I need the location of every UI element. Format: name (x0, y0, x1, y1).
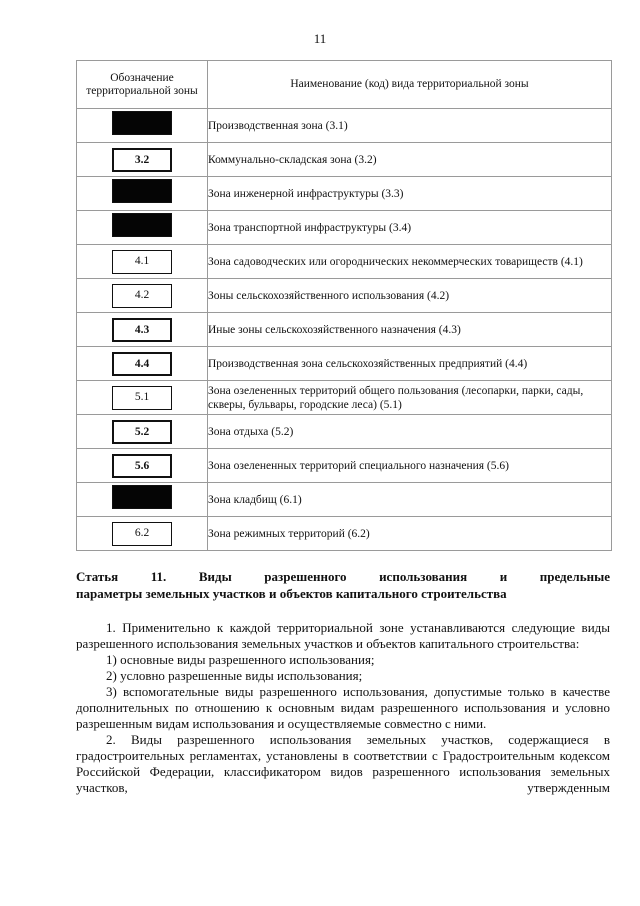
zone-code-box: 4.4 (112, 352, 172, 376)
zone-code-box: 4.3 (112, 318, 172, 342)
zone-swatch-black (112, 485, 172, 509)
zone-code-cell (77, 313, 208, 347)
zones-table (76, 60, 612, 551)
table-row (77, 279, 612, 313)
zone-code-cell (77, 177, 208, 211)
table-row (77, 381, 612, 415)
zone-code-cell (77, 483, 208, 517)
zone-code-box: 4.1 (112, 250, 172, 274)
page-number: 11 (313, 31, 327, 46)
zone-name-cell: Производственная зона сельскохозяйственных предприятий (4.4) (208, 347, 612, 381)
zone-name-cell: Зоны сельскохозяйственного использования (4.2) (208, 279, 612, 313)
table-row (77, 143, 612, 177)
zone-code-cell (77, 517, 208, 551)
table-row (77, 109, 612, 143)
zone-swatch-black (112, 213, 172, 237)
zone-code-box: 4.2 (112, 284, 172, 308)
zone-code-box: 6.2 (112, 522, 172, 546)
list-item-2: 2) условно разрешенные виды использования; (106, 668, 363, 683)
article-heading (76, 568, 610, 602)
table-row (77, 449, 612, 483)
zones-table-body (77, 109, 612, 551)
zone-code-cell (77, 109, 208, 143)
article-heading-line2: параметры земельных участков и объектов капитального строительства (76, 586, 507, 601)
zone-code-cell (77, 211, 208, 245)
zone-name-cell: Коммунально-складская зона (3.2) (208, 143, 612, 177)
table-row (77, 245, 612, 279)
paragraph-2: 2. Виды разрешенного использования земельных участков, содержащиеся в градостроительных регламентах, установлены в соответствии с Градостроительным кодексом Российской Федерации, классификатором видов разрешенного использования земельных участков, утвержденным (76, 732, 610, 795)
zone-name-cell: Зона кладбищ (6.1) (208, 483, 612, 517)
zone-name-cell: Зона транспортной инфраструктуры (3.4) (208, 211, 612, 245)
zone-swatch-black (112, 111, 172, 135)
list-item-1: 1) основные виды разрешенного использования; (106, 652, 375, 667)
zone-code-box: 5.1 (112, 386, 172, 410)
table-header-row (77, 61, 612, 109)
zone-name-cell: Иные зоны сельскохозяйственного назначения (4.3) (208, 313, 612, 347)
article-body (76, 620, 610, 796)
zone-code-cell (77, 415, 208, 449)
table-row (77, 313, 612, 347)
zone-code-cell (77, 347, 208, 381)
zone-name-cell: Зона садоводческих или огороднических некоммерческих товариществ (4.1) (208, 245, 612, 279)
zone-name-cell: Зона озелененных территорий общего пользования (лесопарки, парки, сады, скверы, бульвары, городские леса) (5.1) (208, 381, 612, 415)
table-row (77, 347, 612, 381)
paragraph-1: 1. Применительно к каждой территориальной зоне устанавливаются следующие виды разрешенного использования земельных участков и объектов капитального строительства: (76, 620, 610, 651)
zone-name-cell: Зона озелененных территорий специального назначения (5.6) (208, 449, 612, 483)
zone-code-cell (77, 279, 208, 313)
zone-code-cell (77, 245, 208, 279)
zone-code-cell (77, 449, 208, 483)
zone-name-cell: Зона инженерной инфраструктуры (3.3) (208, 177, 612, 211)
header-zone-name: Наименование (код) вида территориальной зоны (208, 61, 612, 109)
zone-code-box: 5.2 (112, 420, 172, 444)
table-row (77, 517, 612, 551)
zone-code-box: 5.6 (112, 454, 172, 478)
zone-name-cell: Производственная зона (3.1) (208, 109, 612, 143)
list-item-3: 3) вспомогательные виды разрешенного использования, допустимые только в качестве дополнительных по отношению к основным видам разрешенного использования и условно разрешенным видам использования и осуществляемые совместно с ними. (76, 684, 610, 731)
table-row (77, 483, 612, 517)
zone-code-cell (77, 381, 208, 415)
table-row (77, 415, 612, 449)
zone-name-cell: Зона отдыха (5.2) (208, 415, 612, 449)
article-heading-line1: Статья 11. Виды разрешенного использования и предельные (76, 569, 610, 584)
table-row (77, 177, 612, 211)
table-row (77, 211, 612, 245)
header-zone-designation: Обозначение территориальной зоны (77, 61, 208, 109)
zone-name-cell: Зона режимных территорий (6.2) (208, 517, 612, 551)
zone-swatch-black (112, 179, 172, 203)
zone-code-box: 3.2 (112, 148, 172, 172)
zone-code-cell (77, 143, 208, 177)
